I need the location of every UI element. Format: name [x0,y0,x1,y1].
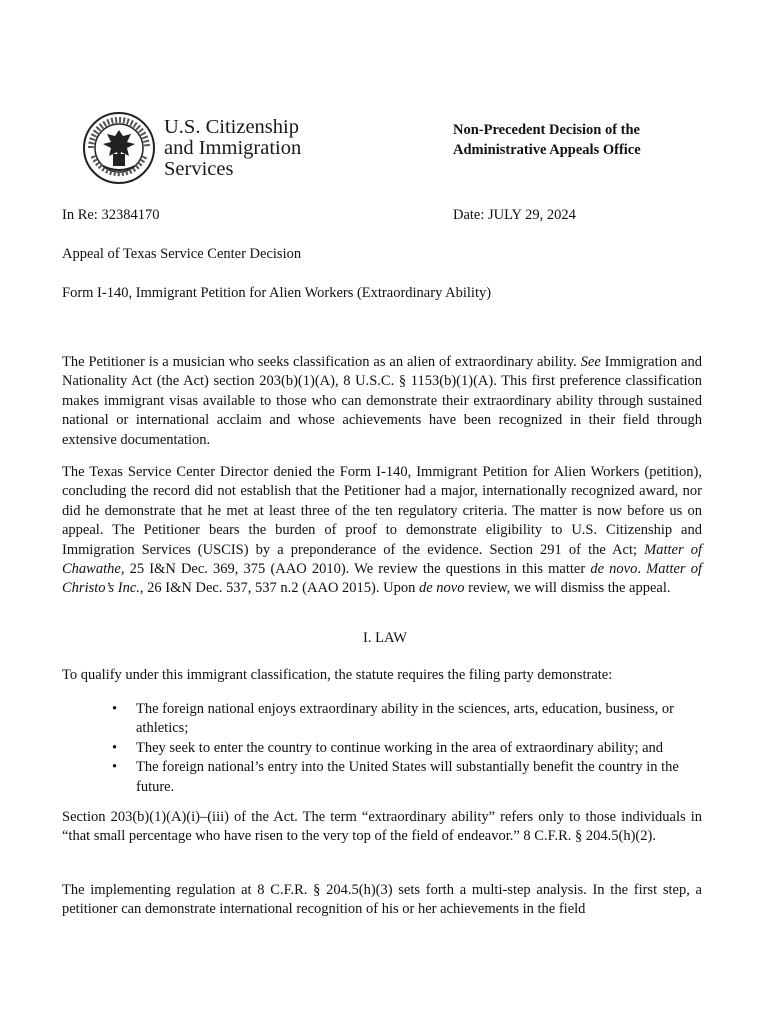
form-title: Form I-140, Immigrant Petition for Alien Workers (Extraordinary Ability) [62,285,492,301]
paragraph-definition: Section 203(b)(1)(A)(i)–(iii) of the Act. The term “extraordinary ability” refers only to those individuals in “that small percentage who have risen to the very top of the field of endeavor.” 8 C.F.R. § 204.5(h)(2). [62,809,702,845]
paragraph-statute-intro: To qualify under this immigrant classification, the statute requires the filing party demonstrate: [62,667,613,683]
decision-date: Date: JULY 29, 2024 [453,207,576,223]
paragraph-procedural-history: The Texas Service Center Director denied the Form I-140, Immigrant Petition for Alien Workers (petition), concluding the record did not establish that the Petitioner had a major, internationally recognized award, nor did he demonstrate that he met at least three of the ten regulatory criteria. The matter is now before us on appeal. The Petitioner bears the burden of proof to demonstrate eligibility to U.S. Citizenship and Immigration Services (USCIS) by a preponderance of the evidence. Section 291 of the Act; Matter of Chawathe, 25 I&N Dec. 369, 375 (AAO 2010). We review the questions in this matter de novo. Matter of Christo’s Inc., 26 I&N Dec. 537, 537 n.2 (AAO 2015). Upon de novo review, we will dismiss the appeal. [62,464,702,597]
appeal-origin: Appeal of Texas Service Center Decision [62,246,302,262]
paragraph-intro: The Petitioner is a musician who seeks classification as an alien of extraordinary ability. See Immigration and Nationality Act (the Act) section 203(b)(1)(A), 8 U.S.C. § 1153(b)(1)(A). This first preference classification makes immigrant visas available to those who can demonstrate their extraordinary ability through sustained national or international acclaim and whose achievements have been recognized in their field through extensive documentation. [62,354,702,448]
list-item: • The foreign national’s entry into the United States will substantially benefit the country in the future. [112,759,679,795]
requirements-list [108,700,703,797]
agency-line-2: and Immigration [164,137,302,159]
decision-line-2: Administrative Appeals Office [453,142,641,158]
list-item: • They seek to enter the country to continue working in the area of extraordinary ability; and [112,739,664,756]
dhs-seal-icon [83,112,155,184]
in-re-receipt: In Re: 32384170 [62,207,160,223]
agency-line-3: Services [164,158,234,180]
decision-type [453,120,641,160]
agency-line-1: U.S. Citizenship [164,116,299,138]
section-heading-law: I. LAW [363,630,407,646]
list-item: • The foreign national enjoys extraordinary ability in the sciences, arts, education, business, or athletics; [112,701,674,737]
decision-line-1: Non-Precedent Decision of the [453,122,640,138]
agency-name [164,117,301,180]
paragraph-regulation: The implementing regulation at 8 C.F.R. § 204.5(h)(3) sets forth a multi-step analysis. In the first step, a petitioner can demonstrate international recognition of his or her achievements in the field [62,882,702,918]
